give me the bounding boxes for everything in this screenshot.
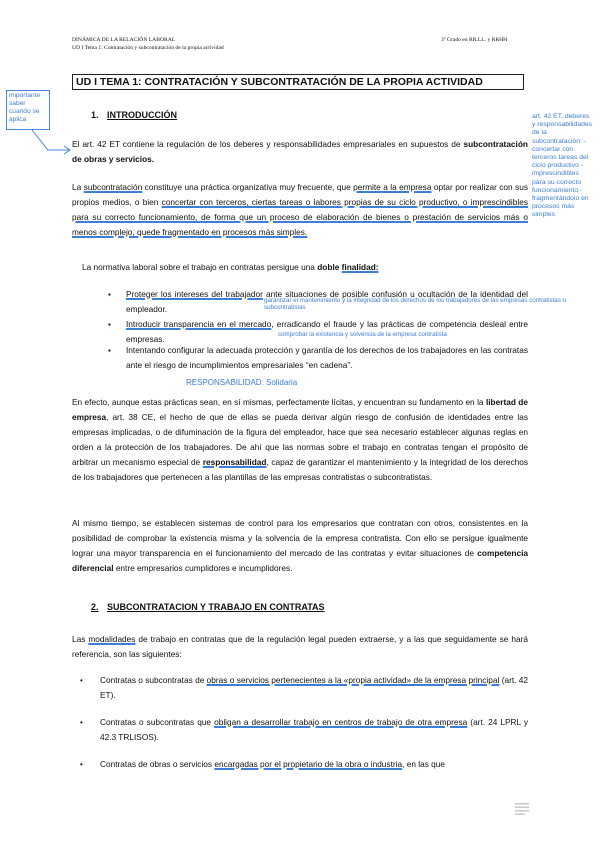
p2-text-e: optar por realizar con sus propios medios, o bien	[72, 182, 529, 207]
annotation-interest-note: garantizar el mantenimiento y la integridad de los derechos de los trabajadores de las empresas contratistas o subcontratistas	[264, 297, 566, 311]
p5-text-c: entre empresarios cumplidores e incumplidores.	[113, 563, 293, 573]
s2-item-1-dot: •	[80, 676, 83, 685]
bullet-1-underlined: Proteger los intereses del trabajador	[126, 289, 263, 299]
annotation-arrow-icon	[28, 128, 74, 158]
annotation-responsibility-note: RESPONSABILIDAD: Solidaria	[186, 378, 298, 387]
s2-item-3-text-a: Contratas de obras o servicios	[100, 759, 215, 769]
page-marker-icon	[515, 803, 529, 815]
p3-bold-doble: doble	[317, 262, 342, 272]
bullet-2-underlined: Introducir transparencia en el mercado	[126, 319, 272, 329]
p2-underlined-permite: permite a la empresa	[353, 182, 432, 192]
s2-item-3-dot: •	[80, 760, 83, 769]
s2-item-3-underlined: encargadas por el propietario de la obra o industria	[214, 759, 403, 769]
intro-paragraph-1	[72, 137, 528, 167]
p1-bold: subcontratación de obras y servicios.	[72, 139, 528, 164]
s2-item-3-text-c: , en las que	[402, 759, 446, 769]
s2-item-1	[100, 673, 528, 703]
section-2-heading	[91, 602, 325, 612]
p5-bold: competencia diferencial	[72, 548, 528, 573]
header-right-line1: 3º Grado en RR.LL. y RRHH	[441, 37, 508, 43]
s2-underlined-modalidades: modalidades	[88, 634, 136, 644]
section-1-number: 1.	[91, 110, 99, 120]
p4-text-a: En efecto, aunque estas prácticas sean, en sí mismas, perfectamente lícitas, y encuentran su fundamento en la	[72, 397, 486, 407]
p3-text: La normativa laboral sobre el trabajo en contratas persigue una	[82, 262, 318, 272]
bullet-3	[126, 343, 528, 373]
p1-text: El art. 42 ET contiene la regulación de los deberes y responsabilidades empresariales en supuestos de	[72, 139, 464, 149]
section-1-heading	[91, 110, 177, 120]
p5-text-a: Al mismo tiempo, se establecen sistemas de control para los empresarios que contratan con otros, consistentes en la posibilidad de comprobar la existencia misma y la solvencia de la empresa contratista. Con ello se persigue igualmente lograr una mayor transparencia en el funcionamiento del mercado de las contratas y evitar situaciones de	[72, 518, 528, 558]
p4-text-c: , art. 38 CE, el hecho de que de ellas se pueda derivar algún riesgo de confusión de identidades entre las empresas implicadas, o de difuminación de la figura del empleador, hace que sea necesario establecer algunas reglas en orden a la protección de los trabajadores. De ahí que las normas sobre el trabajo en contratas tengan el propósito de arbitrar un mecanismo especial de	[72, 412, 528, 467]
section-2-paragraph	[72, 632, 528, 662]
bullet-2-text: , erradicando el fraude y las prácticas de competencia desleal entre empresas.	[126, 319, 528, 344]
p4-bold-responsabilidad: responsabilidad	[202, 457, 267, 467]
s2-item-1-text-c: (art. 42 ET).	[100, 675, 529, 700]
section-1-title: INTRODUCCIÓN	[107, 110, 178, 120]
s2-item-2-underlined: obligan a desarrollar trabajo en centros de trabajo de otra empresa	[214, 717, 468, 727]
s2-text-a: Las	[72, 634, 89, 644]
s2-item-2-dot: •	[80, 718, 83, 727]
p2-underlined-concertar: concertar con terceros, ciertas tareas o labores propias de su ciclo productivo, o imprescindibles para su correcto funcionamiento, de forma que un proceso de elaboración de bienes o prestación de servicios más o menos complejo, quede fragmentado en procesos más simples.	[72, 197, 528, 237]
p2-text-c: constituye una práctica organizativa muy frecuente, que	[142, 182, 354, 192]
p4-text-e: , capaz de garantizar el mantenimiento y la integridad de los derechos de los trabajadores que pertenecen a las plantillas de las empresas contratistas o subcontratistas.	[72, 457, 528, 482]
s2-item-2-text-c: (art. 24 LPRL y 42.3 TRLISOS).	[100, 717, 528, 742]
header-left-line2: UD I Tema 1: Contratación y subcontratación de la propia actividad	[72, 45, 224, 51]
s2-item-1-underlined: obras o servicios pertenecientes a la «propia actividad» de la empresa principal	[206, 675, 500, 685]
intro-paragraph-4	[72, 395, 528, 485]
annotation-right-margin: art. 42 ET, deberes y responsabilidades de la subcontratación: - concertar con terceros tareas del ciclo productivo - imprescindibles para su correcto funcionamiento - fragmentándolo en procesos más simples	[532, 113, 593, 219]
bullet-1-text: ante situaciones de posible confusión u ocultación de la identidad del empleador.	[126, 289, 528, 314]
s2-text-c: de trabajo en contratas que de la regulación legal pueden extraerse, y a las que seguidamente se hará referencia, son las siguientes:	[72, 634, 528, 659]
header-left-line1: DINÁMICA DE LA RELACIÓN LABORAL	[72, 37, 176, 43]
s2-item-2-text-a: Contratas o subcontratas que	[100, 717, 215, 727]
p4-bold-libertad: libertad de empresa	[72, 397, 528, 422]
section-2-number: 2.	[91, 602, 99, 612]
bullet-2-dot: ▪	[108, 320, 111, 329]
intro-paragraph-2	[72, 180, 528, 240]
bullet-3-dot: ▪	[108, 346, 111, 355]
p3-bold-finalidad: finalidad:	[341, 262, 379, 272]
s2-item-1-text-a: Contratas o subcontratas de	[100, 675, 207, 685]
annotation-transparency-note: comprobar la existencia y solvencia de la empresa contratista	[278, 331, 447, 338]
section-2-title: SUBCONTRATACION Y TRABAJO EN CONTRATAS	[107, 602, 325, 612]
annotation-left-note: importante saber cuando se aplica	[6, 90, 50, 130]
s2-item-3	[100, 757, 528, 772]
bullet-1-dot: ▪	[108, 290, 111, 299]
document-title: UD I TEMA 1: CONTRATACIÓN Y SUBCONTRATACIÓN DE LA PROPIA ACTIVIDAD	[72, 74, 524, 90]
bullet-3-text: Intentando configurar la adecuada protección y garantía de los derechos de los trabajadores en las contratas ante el riesgo de incumplimientos empresariales “en cadena”.	[126, 345, 528, 370]
p2-text-a: La	[72, 182, 84, 192]
intro-paragraph-3	[82, 260, 528, 275]
s2-item-2	[100, 715, 528, 745]
intro-paragraph-5	[72, 516, 528, 576]
p2-underlined-subcontratacion: subcontratación	[83, 182, 143, 192]
